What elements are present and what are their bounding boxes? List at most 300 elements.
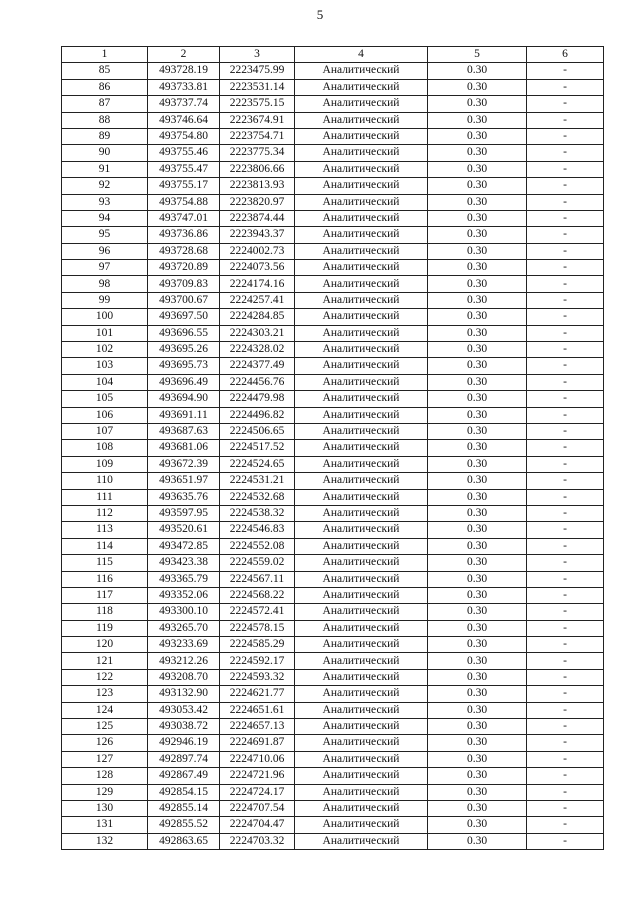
- accuracy-cell: 0.30: [428, 768, 527, 784]
- y-coordinate-cell: 2223874.44: [220, 210, 295, 226]
- table-row: [62, 145, 604, 161]
- accuracy-cell: 0.30: [428, 374, 527, 390]
- table-row: [62, 128, 604, 144]
- y-coordinate-cell: 2224707.54: [220, 800, 295, 816]
- accuracy-cell: 0.30: [428, 669, 527, 685]
- table-row: [62, 538, 604, 554]
- method-cell: Аналитический: [295, 702, 428, 718]
- column-header: 2: [148, 47, 220, 63]
- x-coordinate-cell: 493233.69: [148, 637, 220, 653]
- method-cell: Аналитический: [295, 227, 428, 243]
- accuracy-cell: 0.30: [428, 686, 527, 702]
- note-cell: -: [527, 63, 604, 79]
- note-cell: -: [527, 210, 604, 226]
- method-cell: Аналитический: [295, 161, 428, 177]
- table-row: [62, 440, 604, 456]
- note-cell: -: [527, 571, 604, 587]
- x-coordinate-cell: 492946.19: [148, 735, 220, 751]
- x-coordinate-cell: 493755.17: [148, 178, 220, 194]
- y-coordinate-cell: 2223575.15: [220, 96, 295, 112]
- table-row: [62, 112, 604, 128]
- method-cell: Аналитический: [295, 194, 428, 210]
- y-coordinate-cell: 2224073.56: [220, 260, 295, 276]
- accuracy-cell: 0.30: [428, 522, 527, 538]
- accuracy-cell: 0.30: [428, 653, 527, 669]
- x-coordinate-cell: 493694.90: [148, 391, 220, 407]
- table-row: [62, 358, 604, 374]
- point-number-cell: 128: [62, 768, 148, 784]
- point-number-cell: 113: [62, 522, 148, 538]
- table-row: [62, 407, 604, 423]
- method-cell: Аналитический: [295, 276, 428, 292]
- column-header: 5: [428, 47, 527, 63]
- y-coordinate-cell: 2224559.02: [220, 555, 295, 571]
- y-coordinate-cell: 2224531.21: [220, 473, 295, 489]
- y-coordinate-cell: 2224002.73: [220, 243, 295, 259]
- method-cell: Аналитический: [295, 505, 428, 521]
- method-cell: Аналитический: [295, 833, 428, 849]
- method-cell: Аналитический: [295, 522, 428, 538]
- y-coordinate-cell: 2224546.83: [220, 522, 295, 538]
- method-cell: Аналитический: [295, 407, 428, 423]
- accuracy-cell: 0.30: [428, 243, 527, 259]
- table-body: [62, 47, 604, 850]
- y-coordinate-cell: 2224593.32: [220, 669, 295, 685]
- table-row: [62, 751, 604, 767]
- x-coordinate-cell: 493651.97: [148, 473, 220, 489]
- note-cell: -: [527, 96, 604, 112]
- note-cell: -: [527, 456, 604, 472]
- y-coordinate-cell: 2224585.29: [220, 637, 295, 653]
- y-coordinate-cell: 2223775.34: [220, 145, 295, 161]
- x-coordinate-cell: 493635.76: [148, 489, 220, 505]
- method-cell: Аналитический: [295, 358, 428, 374]
- table-row: [62, 423, 604, 439]
- accuracy-cell: 0.30: [428, 342, 527, 358]
- table-header-row: [62, 47, 604, 63]
- table-row: [62, 63, 604, 79]
- x-coordinate-cell: 493691.11: [148, 407, 220, 423]
- accuracy-cell: 0.30: [428, 128, 527, 144]
- accuracy-cell: 0.30: [428, 751, 527, 767]
- accuracy-cell: 0.30: [428, 112, 527, 128]
- note-cell: -: [527, 276, 604, 292]
- note-cell: -: [527, 194, 604, 210]
- x-coordinate-cell: 493754.80: [148, 128, 220, 144]
- y-coordinate-cell: 2223813.93: [220, 178, 295, 194]
- point-number-cell: 105: [62, 391, 148, 407]
- note-cell: -: [527, 161, 604, 177]
- point-number-cell: 125: [62, 719, 148, 735]
- y-coordinate-cell: 2224691.87: [220, 735, 295, 751]
- table-row: [62, 260, 604, 276]
- note-cell: -: [527, 653, 604, 669]
- table-row: [62, 637, 604, 653]
- y-coordinate-cell: 2223674.91: [220, 112, 295, 128]
- coordinates-table: [61, 46, 604, 850]
- y-coordinate-cell: 2224703.32: [220, 833, 295, 849]
- accuracy-cell: 0.30: [428, 178, 527, 194]
- table-row: [62, 96, 604, 112]
- method-cell: Аналитический: [295, 489, 428, 505]
- method-cell: Аналитический: [295, 538, 428, 554]
- page-number: 5: [316, 7, 324, 22]
- accuracy-cell: 0.30: [428, 587, 527, 603]
- accuracy-cell: 0.30: [428, 620, 527, 636]
- note-cell: -: [527, 423, 604, 439]
- accuracy-cell: 0.30: [428, 800, 527, 816]
- y-coordinate-cell: 2223806.66: [220, 161, 295, 177]
- point-number-cell: 119: [62, 620, 148, 636]
- point-number-cell: 111: [62, 489, 148, 505]
- point-number-cell: 90: [62, 145, 148, 161]
- point-number-cell: 93: [62, 194, 148, 210]
- accuracy-cell: 0.30: [428, 309, 527, 325]
- accuracy-cell: 0.30: [428, 210, 527, 226]
- note-cell: -: [527, 260, 604, 276]
- table-row: [62, 686, 604, 702]
- note-cell: -: [527, 342, 604, 358]
- point-number-cell: 107: [62, 423, 148, 439]
- column-header: 4: [295, 47, 428, 63]
- point-number-cell: 110: [62, 473, 148, 489]
- accuracy-cell: 0.30: [428, 571, 527, 587]
- x-coordinate-cell: 493700.67: [148, 292, 220, 308]
- x-coordinate-cell: 493597.95: [148, 505, 220, 521]
- y-coordinate-cell: 2224578.15: [220, 620, 295, 636]
- note-cell: -: [527, 227, 604, 243]
- point-number-cell: 123: [62, 686, 148, 702]
- table-row: [62, 833, 604, 849]
- accuracy-cell: 0.30: [428, 358, 527, 374]
- y-coordinate-cell: 2223531.14: [220, 79, 295, 95]
- method-cell: Аналитический: [295, 456, 428, 472]
- method-cell: Аналитический: [295, 817, 428, 833]
- x-coordinate-cell: 493728.19: [148, 63, 220, 79]
- point-number-cell: 117: [62, 587, 148, 603]
- x-coordinate-cell: 493672.39: [148, 456, 220, 472]
- y-coordinate-cell: 2224517.52: [220, 440, 295, 456]
- table-row: [62, 505, 604, 521]
- point-number-cell: 130: [62, 800, 148, 816]
- point-number-cell: 131: [62, 817, 148, 833]
- y-coordinate-cell: 2224328.02: [220, 342, 295, 358]
- method-cell: Аналитический: [295, 145, 428, 161]
- table-row: [62, 522, 604, 538]
- point-number-cell: 92: [62, 178, 148, 194]
- accuracy-cell: 0.30: [428, 63, 527, 79]
- accuracy-cell: 0.30: [428, 637, 527, 653]
- accuracy-cell: 0.30: [428, 555, 527, 571]
- note-cell: -: [527, 391, 604, 407]
- table-row: [62, 309, 604, 325]
- point-number-cell: 115: [62, 555, 148, 571]
- point-number-cell: 85: [62, 63, 148, 79]
- x-coordinate-cell: 492855.52: [148, 817, 220, 833]
- table-row: [62, 587, 604, 603]
- y-coordinate-cell: 2224651.61: [220, 702, 295, 718]
- method-cell: Аналитический: [295, 768, 428, 784]
- method-cell: Аналитический: [295, 243, 428, 259]
- accuracy-cell: 0.30: [428, 276, 527, 292]
- x-coordinate-cell: 492854.15: [148, 784, 220, 800]
- accuracy-cell: 0.30: [428, 440, 527, 456]
- method-cell: Аналитический: [295, 637, 428, 653]
- note-cell: -: [527, 768, 604, 784]
- y-coordinate-cell: 2223943.37: [220, 227, 295, 243]
- point-number-cell: 88: [62, 112, 148, 128]
- y-coordinate-cell: 2224721.96: [220, 768, 295, 784]
- table-row: [62, 669, 604, 685]
- method-cell: Аналитический: [295, 112, 428, 128]
- point-number-cell: 103: [62, 358, 148, 374]
- note-cell: -: [527, 325, 604, 341]
- y-coordinate-cell: 2224377.49: [220, 358, 295, 374]
- y-coordinate-cell: 2224724.17: [220, 784, 295, 800]
- accuracy-cell: 0.30: [428, 145, 527, 161]
- x-coordinate-cell: 492897.74: [148, 751, 220, 767]
- y-coordinate-cell: 2224538.32: [220, 505, 295, 521]
- x-coordinate-cell: 493352.06: [148, 587, 220, 603]
- accuracy-cell: 0.30: [428, 489, 527, 505]
- x-coordinate-cell: 493300.10: [148, 604, 220, 620]
- note-cell: -: [527, 489, 604, 505]
- table-row: [62, 719, 604, 735]
- point-number-cell: 132: [62, 833, 148, 849]
- point-number-cell: 97: [62, 260, 148, 276]
- method-cell: Аналитический: [295, 784, 428, 800]
- accuracy-cell: 0.30: [428, 719, 527, 735]
- method-cell: Аналитический: [295, 423, 428, 439]
- y-coordinate-cell: 2224710.06: [220, 751, 295, 767]
- x-coordinate-cell: 492863.65: [148, 833, 220, 849]
- note-cell: -: [527, 522, 604, 538]
- accuracy-cell: 0.30: [428, 473, 527, 489]
- x-coordinate-cell: 493755.46: [148, 145, 220, 161]
- x-coordinate-cell: 493681.06: [148, 440, 220, 456]
- accuracy-cell: 0.30: [428, 79, 527, 95]
- note-cell: -: [527, 702, 604, 718]
- y-coordinate-cell: 2224284.85: [220, 309, 295, 325]
- table-row: [62, 456, 604, 472]
- point-number-cell: 114: [62, 538, 148, 554]
- table-row: [62, 473, 604, 489]
- point-number-cell: 118: [62, 604, 148, 620]
- accuracy-cell: 0.30: [428, 391, 527, 407]
- table-row: [62, 768, 604, 784]
- point-number-cell: 100: [62, 309, 148, 325]
- x-coordinate-cell: 493423.38: [148, 555, 220, 571]
- accuracy-cell: 0.30: [428, 161, 527, 177]
- point-number-cell: 99: [62, 292, 148, 308]
- x-coordinate-cell: 493733.81: [148, 79, 220, 95]
- method-cell: Аналитический: [295, 686, 428, 702]
- method-cell: Аналитический: [295, 325, 428, 341]
- point-number-cell: 109: [62, 456, 148, 472]
- table-row: [62, 227, 604, 243]
- note-cell: -: [527, 145, 604, 161]
- note-cell: -: [527, 637, 604, 653]
- note-cell: -: [527, 505, 604, 521]
- point-number-cell: 112: [62, 505, 148, 521]
- method-cell: Аналитический: [295, 800, 428, 816]
- accuracy-cell: 0.30: [428, 456, 527, 472]
- method-cell: Аналитический: [295, 96, 428, 112]
- note-cell: -: [527, 358, 604, 374]
- note-cell: -: [527, 178, 604, 194]
- accuracy-cell: 0.30: [428, 833, 527, 849]
- table-row: [62, 653, 604, 669]
- method-cell: Аналитический: [295, 473, 428, 489]
- note-cell: -: [527, 407, 604, 423]
- x-coordinate-cell: 493754.88: [148, 194, 220, 210]
- x-coordinate-cell: 493695.26: [148, 342, 220, 358]
- accuracy-cell: 0.30: [428, 604, 527, 620]
- x-coordinate-cell: 493132.90: [148, 686, 220, 702]
- x-coordinate-cell: 493736.86: [148, 227, 220, 243]
- x-coordinate-cell: 492855.14: [148, 800, 220, 816]
- method-cell: Аналитический: [295, 719, 428, 735]
- x-coordinate-cell: 493737.74: [148, 96, 220, 112]
- point-number-cell: 122: [62, 669, 148, 685]
- table-row: [62, 374, 604, 390]
- note-cell: -: [527, 243, 604, 259]
- point-number-cell: 86: [62, 79, 148, 95]
- note-cell: -: [527, 751, 604, 767]
- y-coordinate-cell: 2224479.98: [220, 391, 295, 407]
- x-coordinate-cell: 493212.26: [148, 653, 220, 669]
- y-coordinate-cell: 2223754.71: [220, 128, 295, 144]
- method-cell: Аналитический: [295, 669, 428, 685]
- point-number-cell: 94: [62, 210, 148, 226]
- accuracy-cell: 0.30: [428, 407, 527, 423]
- x-coordinate-cell: 493365.79: [148, 571, 220, 587]
- note-cell: -: [527, 538, 604, 554]
- x-coordinate-cell: 493208.70: [148, 669, 220, 685]
- y-coordinate-cell: 2224657.13: [220, 719, 295, 735]
- y-coordinate-cell: 2224568.22: [220, 587, 295, 603]
- table-row: [62, 276, 604, 292]
- method-cell: Аналитический: [295, 178, 428, 194]
- point-number-cell: 96: [62, 243, 148, 259]
- y-coordinate-cell: 2224704.47: [220, 817, 295, 833]
- table-row: [62, 489, 604, 505]
- x-coordinate-cell: 492867.49: [148, 768, 220, 784]
- method-cell: Аналитический: [295, 587, 428, 603]
- x-coordinate-cell: 493520.61: [148, 522, 220, 538]
- y-coordinate-cell: 2224303.21: [220, 325, 295, 341]
- point-number-cell: 126: [62, 735, 148, 751]
- accuracy-cell: 0.30: [428, 702, 527, 718]
- method-cell: Аналитический: [295, 309, 428, 325]
- point-number-cell: 127: [62, 751, 148, 767]
- x-coordinate-cell: 493265.70: [148, 620, 220, 636]
- accuracy-cell: 0.30: [428, 227, 527, 243]
- point-number-cell: 129: [62, 784, 148, 800]
- y-coordinate-cell: 2224567.11: [220, 571, 295, 587]
- accuracy-cell: 0.30: [428, 260, 527, 276]
- x-coordinate-cell: 493696.49: [148, 374, 220, 390]
- method-cell: Аналитический: [295, 751, 428, 767]
- table-row: [62, 292, 604, 308]
- y-coordinate-cell: 2224552.08: [220, 538, 295, 554]
- y-coordinate-cell: 2224257.41: [220, 292, 295, 308]
- method-cell: Аналитический: [295, 440, 428, 456]
- note-cell: -: [527, 473, 604, 489]
- x-coordinate-cell: 493746.64: [148, 112, 220, 128]
- point-number-cell: 116: [62, 571, 148, 587]
- x-coordinate-cell: 493747.01: [148, 210, 220, 226]
- x-coordinate-cell: 493038.72: [148, 719, 220, 735]
- method-cell: Аналитический: [295, 342, 428, 358]
- x-coordinate-cell: 493695.73: [148, 358, 220, 374]
- point-number-cell: 120: [62, 637, 148, 653]
- method-cell: Аналитический: [295, 571, 428, 587]
- note-cell: -: [527, 309, 604, 325]
- point-number-cell: 91: [62, 161, 148, 177]
- note-cell: -: [527, 669, 604, 685]
- note-cell: -: [527, 604, 604, 620]
- method-cell: Аналитический: [295, 260, 428, 276]
- x-coordinate-cell: 493053.42: [148, 702, 220, 718]
- note-cell: -: [527, 620, 604, 636]
- y-coordinate-cell: 2224572.41: [220, 604, 295, 620]
- note-cell: -: [527, 817, 604, 833]
- y-coordinate-cell: 2224506.65: [220, 423, 295, 439]
- x-coordinate-cell: 493472.85: [148, 538, 220, 554]
- table-row: [62, 817, 604, 833]
- method-cell: Аналитический: [295, 292, 428, 308]
- table-row: [62, 194, 604, 210]
- accuracy-cell: 0.30: [428, 505, 527, 521]
- table-row: [62, 604, 604, 620]
- point-number-cell: 124: [62, 702, 148, 718]
- note-cell: -: [527, 555, 604, 571]
- accuracy-cell: 0.30: [428, 194, 527, 210]
- note-cell: -: [527, 440, 604, 456]
- note-cell: -: [527, 686, 604, 702]
- method-cell: Аналитический: [295, 620, 428, 636]
- method-cell: Аналитический: [295, 653, 428, 669]
- point-number-cell: 104: [62, 374, 148, 390]
- table-row: [62, 784, 604, 800]
- method-cell: Аналитический: [295, 63, 428, 79]
- y-coordinate-cell: 2224621.77: [220, 686, 295, 702]
- note-cell: -: [527, 112, 604, 128]
- table-row: [62, 735, 604, 751]
- y-coordinate-cell: 2224592.17: [220, 653, 295, 669]
- method-cell: Аналитический: [295, 604, 428, 620]
- x-coordinate-cell: 493728.68: [148, 243, 220, 259]
- accuracy-cell: 0.30: [428, 423, 527, 439]
- y-coordinate-cell: 2223820.97: [220, 194, 295, 210]
- method-cell: Аналитический: [295, 555, 428, 571]
- note-cell: -: [527, 374, 604, 390]
- table-row: [62, 620, 604, 636]
- table-row: [62, 161, 604, 177]
- accuracy-cell: 0.30: [428, 538, 527, 554]
- point-number-cell: 121: [62, 653, 148, 669]
- accuracy-cell: 0.30: [428, 292, 527, 308]
- note-cell: -: [527, 784, 604, 800]
- column-header: 1: [62, 47, 148, 63]
- point-number-cell: 87: [62, 96, 148, 112]
- accuracy-cell: 0.30: [428, 325, 527, 341]
- table-row: [62, 243, 604, 259]
- point-number-cell: 98: [62, 276, 148, 292]
- method-cell: Аналитический: [295, 128, 428, 144]
- point-number-cell: 89: [62, 128, 148, 144]
